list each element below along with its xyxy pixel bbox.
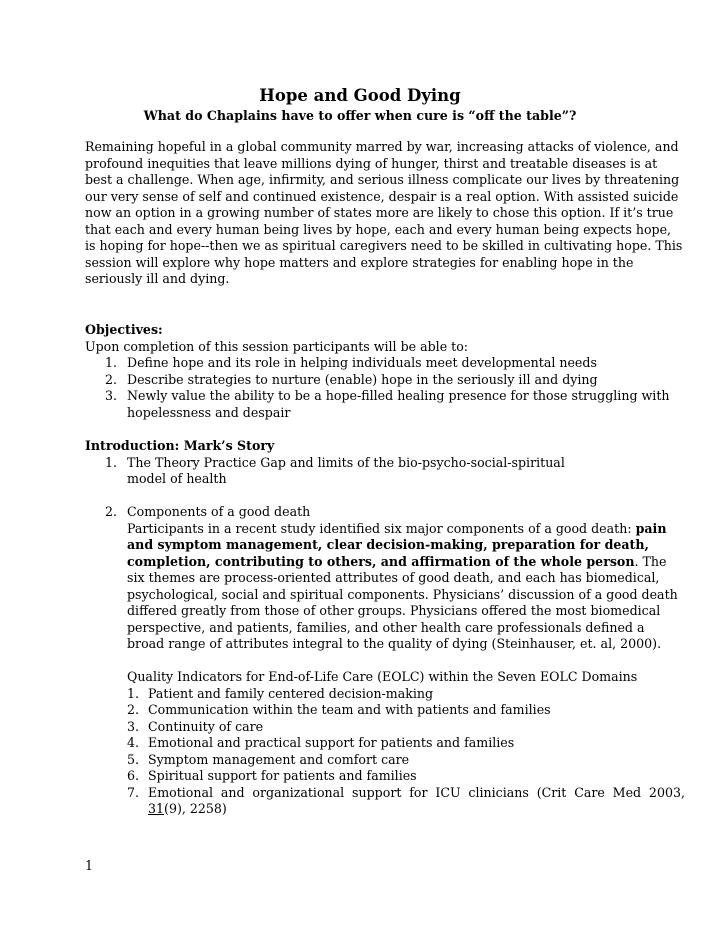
list-number: 2. [105,504,118,519]
document-subtitle: What do Chaplains have to offer when cure is “off the table”? [143,108,577,123]
document-title: Hope and Good Dying [259,86,461,105]
list-text: Define hope and its role in helping individuals meet developmental needs [127,355,597,370]
intro-paragraph-block [85,139,685,288]
list-item [85,355,685,372]
objectives-heading: Objectives: [85,322,163,337]
list-item [85,504,685,521]
page-number: 1 [85,858,94,873]
list-text: Components of a good death [127,504,311,519]
list-item: 4. Emotional and practical support for patients and families [127,735,515,750]
list-text: Newly value the ability to be a hope-filled healing presence for those struggling with hopelessness and despair [127,388,670,420]
objectives-section [85,322,685,421]
quality-list [127,686,685,818]
introduction-list [85,455,685,521]
list-item: 5. Symptom management and comfort care [127,751,410,767]
introduction-section [85,438,685,818]
list-item: 2. Communication within the team and with patients and families [127,702,551,717]
list-number: 1. [105,355,118,370]
list-text: Describe strategies to nurture (enable) hope in the seriously ill and dying [127,371,598,387]
list-item: 6. Spiritual support for patients and families [127,768,417,783]
list-item: 3. Continuity of care [127,718,264,734]
intro-paragraph: Remaining hopeful in a global community marred by war, increasing attacks of violence, and profound inequities that leave millions dying of hunger, thirst and treatable diseases is at best a challenge. When age, infirmity, and serious illness complicate our lives by threatening our very sense of self and continued existence, despair is a real option. With assisted suicide now an option in a growing number of states more are likely to chose this option. If it’s true that each and every human being lives by hope, each and every human being expects hope, is hoping for hope--then we as spiritual caregivers need to be skilled in cultivating hope. This session will explore why hope matters and explore strategies for enabling hope in the seriously ill and dying. [85,139,683,286]
good-death-paragraph: Participants in a recent study identified six major components of a good death: pain and symptom management, clear decision-making, preparation for death, completion, contributing to others, and affirmation of the whole person. The six themes are process-oriented attributes of good death, and each has biomedical, psychological, social and spiritual components. Physicians’ discussion of a good death differed greatly from those of other groups. Physicians offered the most biomedical perspective, and patients, families, and other health care professionals defined a broad range of attributes integral to the quality of dying (Steinhauser, et. al, 2000). [127,520,678,651]
list-text: The Theory Practice Gap and limits of the bio-psycho-social-spiritual model of health [127,454,565,486]
list-number: 1. [105,454,118,470]
objectives-lead: Upon completion of this session participants will be able to: [85,338,469,354]
good-death-block [85,521,685,818]
list-item [85,388,685,421]
introduction-heading: Introduction: Mark’s Story [85,438,275,453]
list-number: 3. [105,388,118,403]
list-item [85,372,685,389]
list-item [85,455,685,488]
list-item: 7. Emotional and organizational support for ICU clinicians (Crit Care Med 2003, 31(9), 2258) [127,784,685,816]
objectives-list [85,355,685,421]
list-number: 2. [105,371,118,387]
quality-heading: Quality Indicators for End-of-Life Care (EOLC) within the Seven EOLC Domains [127,669,638,684]
list-item: 1. Patient and family centered decision-making [127,685,434,701]
